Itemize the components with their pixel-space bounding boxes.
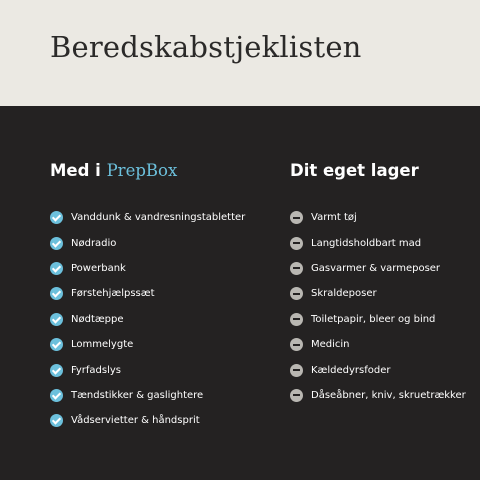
list-item [290, 256, 470, 281]
list-item [50, 205, 270, 230]
minus-circle-icon [290, 364, 303, 377]
minus-circle-icon [290, 262, 303, 275]
minus-circle-icon [290, 313, 303, 326]
item-label: Kældedyrsfoder [311, 364, 391, 376]
list-item [290, 281, 470, 306]
page-title: Beredskabstjeklisten [50, 30, 362, 64]
check-circle-icon [50, 414, 63, 427]
prepbox-heading-prefix: Med i [50, 161, 101, 180]
minus-circle-icon [290, 338, 303, 351]
item-label: Lommelygte [71, 339, 134, 351]
check-circle-icon [50, 389, 63, 402]
item-label: Varmt tøj [311, 212, 357, 224]
brand-name: PrepBox [106, 161, 178, 180]
list-item [290, 230, 470, 255]
minus-circle-icon [290, 287, 303, 300]
list-item [50, 281, 270, 306]
check-circle-icon [50, 313, 63, 326]
header-banner [0, 0, 480, 106]
list-item [290, 205, 470, 230]
list-item [290, 307, 470, 332]
item-label: Skraldeposer [311, 288, 377, 300]
prepbox-column [50, 160, 270, 434]
own-storage-list [290, 205, 470, 408]
item-label: Toiletpapir, bleer og bind [311, 313, 436, 325]
item-label: Nødradio [71, 237, 117, 249]
item-label: Gasvarmer & varmeposer [311, 262, 441, 274]
minus-circle-icon [290, 237, 303, 250]
list-item [290, 332, 470, 357]
item-label: Førstehjælpssæt [71, 288, 155, 300]
minus-circle-icon [290, 211, 303, 224]
item-label: Tændstikker & gaslightere [71, 389, 204, 401]
check-circle-icon [50, 287, 63, 300]
item-label: Medicin [311, 339, 350, 351]
list-item [50, 357, 270, 382]
check-circle-icon [50, 211, 63, 224]
check-circle-icon [50, 237, 63, 250]
list-item [50, 256, 270, 281]
check-circle-icon [50, 262, 63, 275]
list-item [50, 408, 270, 433]
check-circle-icon [50, 364, 63, 377]
list-item [290, 383, 470, 408]
item-label: Vådservietter & håndsprit [71, 415, 200, 427]
own-storage-heading: Dit eget lager [290, 161, 419, 180]
item-label: Dåseåbner, kniv, skruetrækker [311, 389, 466, 401]
list-item [290, 357, 470, 382]
minus-circle-icon [290, 389, 303, 402]
item-label: Nødtæppe [71, 313, 124, 325]
check-circle-icon [50, 338, 63, 351]
prepbox-heading [50, 160, 270, 182]
list-item [50, 230, 270, 255]
item-label: Fyrfadslys [71, 364, 121, 376]
list-item [50, 307, 270, 332]
prepbox-list [50, 205, 270, 434]
item-label: Langtidsholdbart mad [311, 237, 422, 249]
list-item [50, 383, 270, 408]
item-label: Powerbank [71, 262, 126, 274]
item-label: Vanddunk & vandresningstabletter [71, 212, 246, 224]
list-item [50, 332, 270, 357]
own-storage-column [290, 160, 470, 408]
